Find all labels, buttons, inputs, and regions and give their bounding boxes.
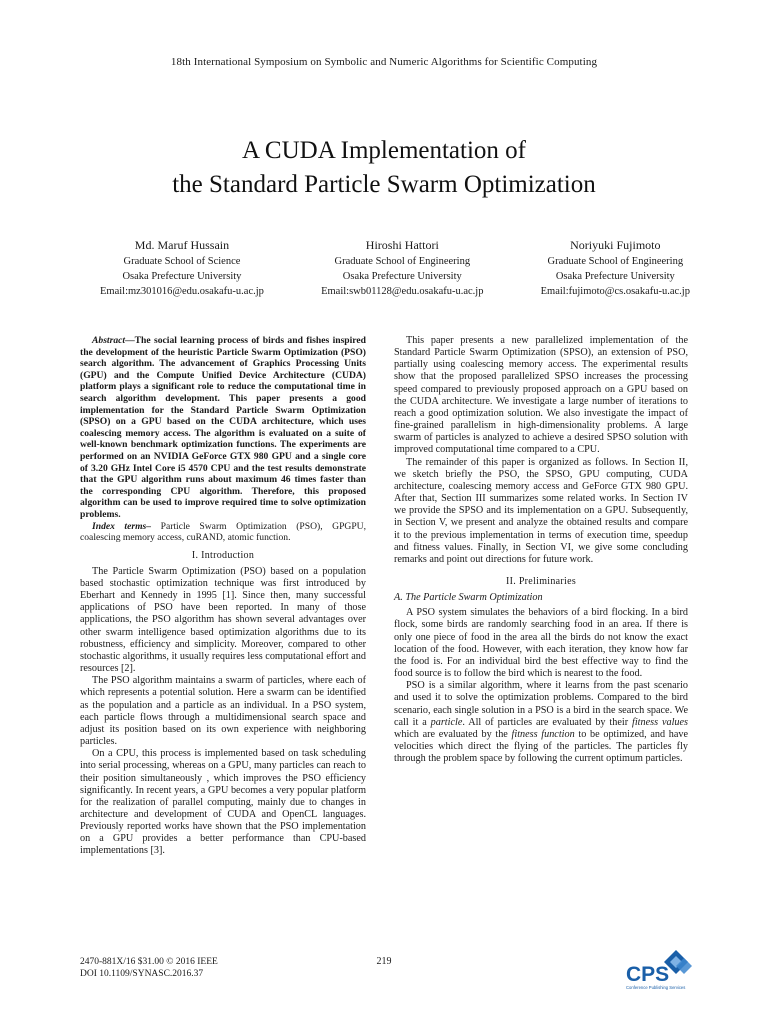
abstract — [80, 335, 366, 521]
conference-header: 18th International Symposium on Symbolic and Numeric Algorithms for Scientific Computing — [170, 56, 598, 68]
emphasis: fitness values — [632, 716, 688, 728]
text-run: to be optimized, and have velocities which direct the flying of the particles. The particles fly through the problem space by following the current optimum particles. — [394, 728, 688, 765]
author-university: Osaka Prefecture University — [122, 271, 242, 282]
cps-logo — [624, 948, 694, 992]
emphasis: particle — [430, 716, 463, 728]
index-terms — [80, 521, 366, 544]
copyright-line: 2470-881X/16 $31.00 © 2016 IEEE — [80, 957, 218, 967]
section-heading-preliminaries: II. Preliminaries — [505, 575, 577, 587]
paragraph: The PSO algorithm maintains a swarm of particles, where each of which represents a potential solution. Here a swarm can be identified as the population and a particle as an individual. In a PSO system, each particle flows through a multidimensional search space and adjust its position based on its own experience with neighboring particles. — [80, 675, 366, 748]
paragraph: The remainder of this paper is organized as follows. In Section II, we sketch briefly the PSO, the SPSO, GPU computing, CUDA architecture, coalescing memory access and GeForce GTX 980 GPU. After that, Section III summarizes some related works. In Section IV we provide the SPSO and its implementation on a GPU. Subsequently, in Section V, we present and analyze the obtained results and compare it to the previous implementation in terms of execution time, speedup and fitness values. Finally, in Section VI, we give some concluding remarks and point out directions for future work. — [394, 456, 688, 565]
author-block — [100, 236, 690, 299]
doi-line: DOI 10.1109/SYNASC.2016.37 — [80, 969, 204, 979]
cps-logo-subtext: Conference Publishing Services — [626, 985, 686, 990]
author-email: Email:swb01128@edu.osakafu-u.ac.jp — [321, 286, 484, 297]
paragraph: The Particle Swarm Optimization (PSO) based on a population based stochastic optimization technique was first introduced by Eberhart and Kennedy in 1995 [1]. Since then, many successful applications of PSO have been reported. In many of those applications, the PSO algorithm has shown several advantages over other swarm intelligence based optimization algorithms due to its robustness, efficiency and simplicity. Moreover, compared to other stochastic algorithms, it usually requires less computational effort and resources [2]. — [80, 565, 366, 675]
author-university: Osaka Prefecture University — [342, 271, 462, 282]
author-1 — [100, 236, 264, 299]
author-name: Noriyuki Fujimoto — [570, 238, 661, 252]
author-3 — [541, 236, 690, 299]
author-email: Email:fujimoto@cs.osakafu-u.ac.jp — [540, 286, 690, 297]
cps-logo-text: CPS — [626, 963, 670, 986]
author-school: Graduate School of Engineering — [547, 256, 684, 267]
emphasis: fitness function — [511, 728, 575, 740]
paragraph: A PSO system simulates the behaviors of a bird flocking. In a bird flock, some birds are randomly searching food in an area. If there is only one piece of food in the area all the birds do not know the exact location of the food. However, with each iteration, they know how far the food is. For an individual bird the best effective way to find the food source is to follow the bird which is nearest to the food. — [394, 607, 688, 680]
author-name: Md. Maruf Hussain — [134, 238, 230, 252]
title-line-2: the Standard Particle Swarm Optimization — [172, 171, 596, 198]
author-school: Graduate School of Engineering — [334, 256, 471, 267]
author-2 — [321, 236, 483, 299]
text-run: which are evaluated by the — [394, 728, 512, 740]
page-number: 219 — [376, 956, 392, 967]
text-run: PSO is a similar algorithm, where it learns from the past scenario and used it to solve the optimization problems. Compared to the bird scenario, each single solution in a PSO is a bird in the search space. We call it a — [394, 680, 688, 728]
paper-title — [0, 134, 768, 202]
author-university: Osaka Prefecture University — [555, 271, 675, 282]
subsection-heading: A. The Particle Swarm Optimization — [394, 592, 543, 604]
author-email: Email:mz301016@edu.osakafu-u.ac.jp — [100, 286, 264, 297]
section-heading-introduction: I. Introduction — [191, 549, 255, 561]
left-column — [80, 335, 366, 858]
paragraph: On a CPU, this process is implemented based on task scheduling into serial processing, whereas on a GPU, many particles can reach to their position simultaneously , which improves the PSO efficiency significantly. In recent years, a GPU becomes a very popular platform for the realization of parallel computing, mainly due to changes in architecture and development of CUDA and OpenCL languages. Previously reported works have shown that the PSO implementation on a GPU provides a better performance than CPU-based implementations [3]. — [80, 748, 366, 857]
author-school: Graduate School of Science — [123, 256, 241, 267]
title-line-1: A CUDA Implementation of — [242, 137, 526, 164]
text-run: . All of particles are evaluated by their — [462, 716, 633, 728]
index-terms-body: Particle Swarm Optimization (PSO), GPGPU, coalescing memory access, cuRAND, atomic function. — [80, 520, 366, 544]
author-name: Hiroshi Hattori — [365, 238, 439, 252]
paragraph: This paper presents a new parallelized implementation of the Standard Particle Swarm Optimization (SPSO), an extension of PSO, partially using coalescing memory access. The experimental results show that the proposed parallelized SPSO increases the processing speed compared to previously proposed approach on a GPU based on the CUDA architecture. We investigate a large number of iterations to reach a good optimization solution. We also investigate the impact of fine-grained parallelism in high-dimensionality problems. A large swarm of particles is analyzed to achieve a desired SPSO solution with improved computational time compared to a CPU. — [394, 335, 688, 456]
abstract-lead: Abstract — [92, 335, 126, 346]
abstract-separator: — — [125, 335, 135, 346]
right-column — [394, 335, 688, 765]
paragraph — [394, 680, 688, 765]
index-terms-lead: Index terms– — [92, 520, 152, 532]
abstract-body: The social learning process of birds and fishes inspired the development of the heuristic Particle Swarm Optimization (PSO) search algorithm. The advancement of Graphics Processing Units (GPU) and the Compute Unified Device Architecture (CUDA) platform plays a significant role to reduce the computational time in search algorithm development. This paper presents a good implementation for the Standard Particle Swarm Optimization (SPSO) on a GPU based on the CUDA architecture, which uses coalescing memory access. The algorithm is evaluated on a suite of well-known benchmark optimization functions. The experiments are performed on an NVIDIA GeForce GTX 980 GPU and a single core of 3.20 GHz Intel Core i5 4570 CPU and the test results demonstrate that the GPU algorithm runs about maximum 46 times faster than the corresponding CPU algorithm. Therefore, this proposed algorithm can be used to improve required time to solve optimization problems. — [80, 335, 366, 520]
